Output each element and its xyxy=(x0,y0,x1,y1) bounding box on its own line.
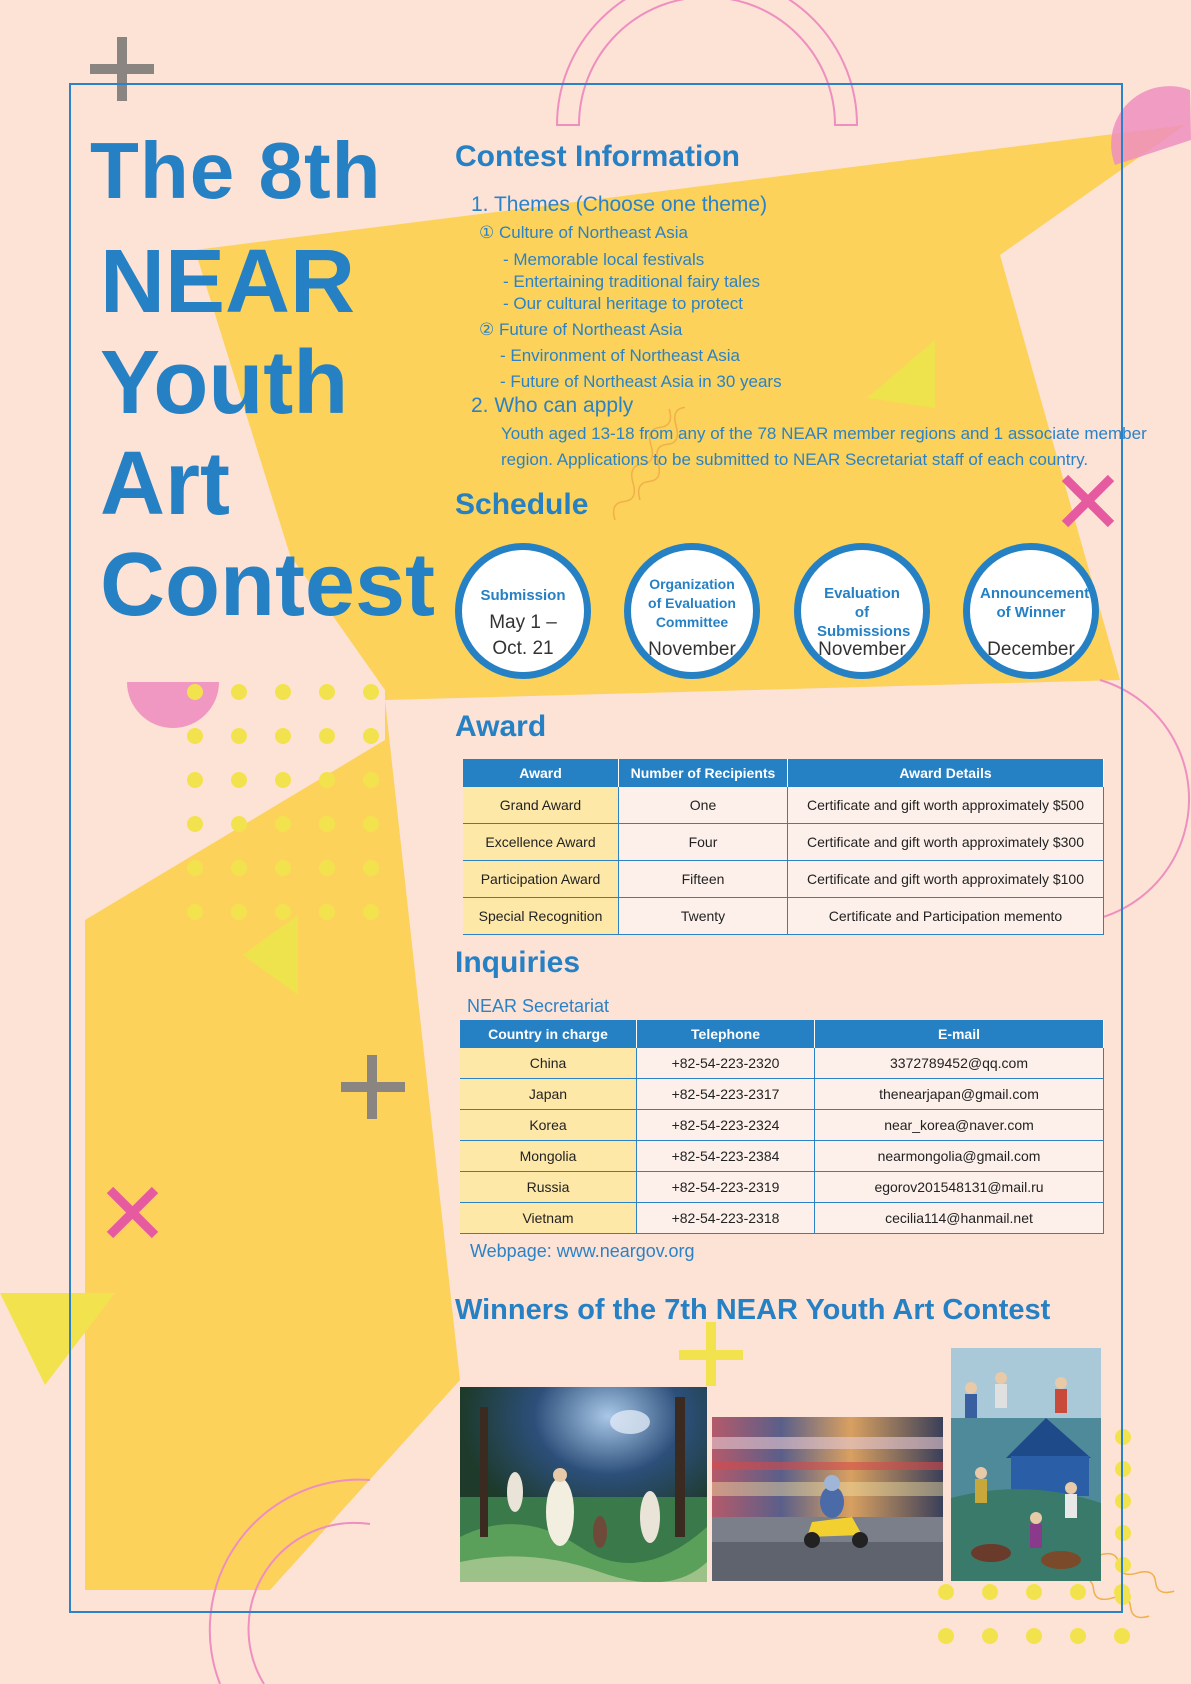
table-cell: Japan xyxy=(460,1079,637,1110)
table-cell: +82-54-223-2317 xyxy=(637,1079,815,1110)
table-cell: China xyxy=(460,1048,637,1079)
table-cell: +82-54-223-2319 xyxy=(637,1172,815,1203)
title-line: NEAR xyxy=(100,232,356,332)
decorative-dot xyxy=(982,1628,998,1644)
edition-title: The 8th xyxy=(90,126,382,215)
table-row xyxy=(460,1203,1104,1234)
award-heading: Award xyxy=(455,710,547,743)
table-cell: Grand Award xyxy=(463,787,619,824)
who-heading: 2. Who can apply xyxy=(471,394,634,417)
pink-quarter-circle xyxy=(1111,86,1191,165)
table-row xyxy=(460,1079,1104,1110)
table-header-row xyxy=(460,1020,1104,1048)
table-cell: +82-54-223-2320 xyxy=(637,1048,815,1079)
award-table xyxy=(463,759,1104,935)
contest-info-heading: Contest Information xyxy=(455,140,740,173)
table-row xyxy=(463,787,1104,824)
theme-1-item: - Memorable local festivals xyxy=(503,250,705,269)
winning-artwork-forest xyxy=(460,1387,707,1582)
secretariat-label: NEAR Secretariat xyxy=(467,996,610,1016)
schedule-value: May 1 – Oct. 21 xyxy=(489,612,557,659)
inquiries-table xyxy=(460,1020,1104,1234)
table-cell: Vietnam xyxy=(460,1203,637,1234)
email-cell: near_korea@naver.com xyxy=(815,1110,1104,1141)
table-row xyxy=(463,824,1104,861)
table-cell: +82-54-223-2324 xyxy=(637,1110,815,1141)
email-cell: cecilia114@hanmail.net xyxy=(815,1203,1104,1234)
table-cell: Mongolia xyxy=(460,1141,637,1172)
schedule-evaluation-committee xyxy=(624,543,760,679)
table-row xyxy=(463,898,1104,935)
theme-2: ② Future of Northeast Asia xyxy=(479,320,683,339)
theme-2-item: - Future of Northeast Asia in 30 years xyxy=(500,372,782,391)
schedule-evaluation-submissions xyxy=(794,543,930,679)
table-row xyxy=(460,1048,1104,1079)
decorative-dot xyxy=(1026,1628,1042,1644)
table-header-row xyxy=(463,759,1104,787)
table-row xyxy=(460,1141,1104,1172)
schedule-title: Organization of Evaluation Committee xyxy=(648,576,736,630)
themes-heading: 1. Themes (Choose one theme) xyxy=(471,193,768,216)
schedule-announcement xyxy=(963,543,1099,679)
decorative-dot xyxy=(938,1628,954,1644)
title-line: Art xyxy=(100,434,230,534)
winning-artwork-festival xyxy=(951,1348,1101,1581)
column-header: Country in charge xyxy=(460,1020,637,1048)
table-cell: Special Recognition xyxy=(463,898,619,935)
table-cell: Fifteen xyxy=(619,861,788,898)
theme-1-item: - Entertaining traditional fairy tales xyxy=(503,272,761,291)
table-row xyxy=(460,1172,1104,1203)
column-header: Award xyxy=(463,759,619,787)
schedule-value: November xyxy=(818,639,906,660)
table-cell: +82-54-223-2384 xyxy=(637,1141,815,1172)
forest-painting-image xyxy=(460,1387,707,1582)
title-line: Contest xyxy=(100,535,435,635)
schedule-value: December xyxy=(987,639,1075,660)
table-cell: Certificate and gift worth approximately $500 xyxy=(788,787,1104,824)
table-cell: Russia xyxy=(460,1172,637,1203)
scooter-painting-image xyxy=(712,1417,943,1581)
schedule-title: Announcement of Winner xyxy=(980,585,1090,621)
title-line: Youth xyxy=(100,333,349,433)
schedule-value: November xyxy=(648,639,736,660)
table-cell: +82-54-223-2318 xyxy=(637,1203,815,1234)
email-cell: egorov201548131@mail.ru xyxy=(815,1172,1104,1203)
contest-title xyxy=(100,232,435,636)
table-cell: Twenty xyxy=(619,898,788,935)
theme-1: ① Culture of Northeast Asia xyxy=(479,223,688,242)
theme-1-item: - Our cultural heritage to protect xyxy=(503,294,744,313)
email-cell: 3372789452@qq.com xyxy=(815,1048,1104,1079)
festival-painting-image xyxy=(951,1348,1101,1581)
column-header: Telephone xyxy=(637,1020,815,1048)
who-text: Youth aged 13-18 from any of the 78 NEAR member regions and 1 associate member xyxy=(501,424,1147,443)
schedule-submission xyxy=(455,543,591,679)
table-cell: Participation Award xyxy=(463,861,619,898)
winning-artwork-scooter xyxy=(712,1417,943,1581)
email-cell: thenearjapan@gmail.com xyxy=(815,1079,1104,1110)
table-cell: Certificate and gift worth approximately $100 xyxy=(788,861,1104,898)
table-cell: Four xyxy=(619,824,788,861)
decorative-dot xyxy=(1070,1628,1086,1644)
winners-heading: Winners of the 7th NEAR Youth Art Contest xyxy=(455,1294,1051,1326)
table-cell: Certificate and gift worth approximately $300 xyxy=(788,824,1104,861)
schedule-title: Evaluation of Submissions xyxy=(817,585,911,640)
theme-2-item: - Environment of Northeast Asia xyxy=(500,346,741,365)
column-header: Number of Recipients xyxy=(619,759,788,787)
table-row xyxy=(463,861,1104,898)
table-cell: Korea xyxy=(460,1110,637,1141)
webpage-link[interactable]: Webpage: www.neargov.org xyxy=(470,1241,695,1261)
column-header: Award Details xyxy=(788,759,1104,787)
schedule-heading: Schedule xyxy=(455,488,589,521)
decorative-dot xyxy=(1114,1628,1130,1644)
column-header: E-mail xyxy=(815,1020,1104,1048)
table-row xyxy=(460,1110,1104,1141)
table-cell: Certificate and Participation memento xyxy=(788,898,1104,935)
schedule-title: Submission xyxy=(480,587,566,604)
who-text: region. Applications to be submitted to NEAR Secretariat staff of each country. xyxy=(501,450,1089,469)
inquiries-heading: Inquiries xyxy=(455,946,581,979)
table-cell: Excellence Award xyxy=(463,824,619,861)
email-cell: nearmongolia@gmail.com xyxy=(815,1141,1104,1172)
table-cell: One xyxy=(619,787,788,824)
